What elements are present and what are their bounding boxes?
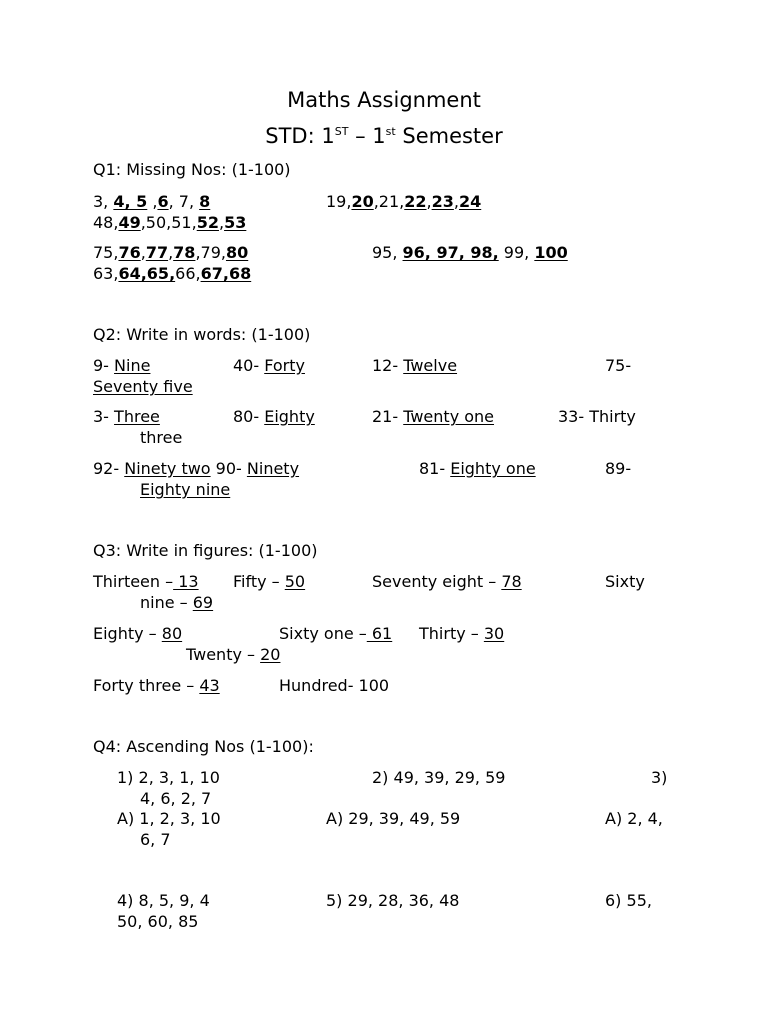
seq-text: , [140, 243, 146, 262]
q1-heading: Q1: Missing Nos: (1-100) [93, 160, 291, 179]
q3-item-wrap [140, 593, 213, 613]
q3-item [233, 572, 305, 592]
std-superscript: ST [334, 125, 349, 138]
item-answer: Forty [264, 356, 305, 375]
q3-item [93, 572, 199, 592]
item-number: 80- [233, 407, 265, 426]
item-answer: 13 [173, 572, 199, 591]
semester-superscript: st [385, 125, 396, 138]
q4-answer: A) 1, 2, 3, 10 [117, 809, 221, 828]
seq-answer: 100 [534, 243, 568, 262]
seq-answer: 23 [431, 192, 454, 211]
item-answer: Nine [114, 356, 151, 375]
semester-text: Semester [395, 124, 503, 148]
item-words: Seventy eight – [372, 572, 502, 591]
q4-problem: 1) 2, 3, 1, 10 [117, 768, 220, 787]
item-answer: Seventy five [93, 377, 193, 396]
q4-heading: Q4: Ascending Nos (1-100): [93, 737, 314, 756]
item-words: Fifty – [233, 572, 285, 591]
q2-item [233, 407, 315, 427]
seq-answer: 49 [118, 213, 141, 232]
seq-text: 3, [93, 192, 114, 211]
item-number: 90- [210, 459, 247, 478]
seq-text: 99, [498, 243, 535, 262]
q4-problem: 2) 49, 39, 29, 59 [372, 768, 506, 787]
seq-answer: 76 [118, 243, 141, 262]
q2-item-wrap [140, 480, 230, 500]
seq-answer: 96, 97, 98, [402, 243, 499, 262]
seq-text: 63, [93, 264, 119, 283]
seq-text: 19, [326, 192, 352, 211]
q3-heading: Q3: Write in figures: (1-100) [93, 541, 318, 560]
item-words: Sixty one – [279, 624, 367, 643]
item-answer: 50 [284, 572, 306, 591]
item-answer: 61 [366, 624, 393, 643]
q1-sequence-1 [93, 192, 210, 212]
q3-item [372, 572, 522, 592]
q4-problem: 5) 29, 28, 36, 48 [326, 891, 460, 910]
item-answer: Ninety [246, 459, 300, 478]
q3-item: Hundred- 100 [279, 676, 390, 695]
q4-answer: A) 2, 4, [605, 809, 663, 828]
item-answer: 20 [260, 645, 281, 664]
item-words: Forty three – [93, 676, 200, 695]
item-number: 12- [372, 356, 404, 375]
seq-text: 48, [93, 213, 119, 232]
q4-problem-wrap: 50, 60, 85 [117, 912, 199, 931]
q2-item [233, 356, 305, 376]
q2-item [372, 407, 494, 427]
seq-text: , [218, 213, 225, 232]
item-words: Thirty – [419, 624, 484, 643]
q4-problem: 4) 8, 5, 9, 4 [117, 891, 210, 910]
q4-problem: 3) [651, 768, 668, 787]
seq-answer: 67,68 [200, 264, 252, 283]
seq-answer: 78 [173, 243, 196, 262]
q3-item [279, 624, 392, 644]
item-answer: Eighty nine [140, 480, 231, 499]
q2-item [372, 356, 457, 376]
item-number: 3- [93, 407, 115, 426]
q1-sequence-2 [326, 192, 481, 212]
q2-heading: Q2: Write in words: (1-100) [93, 325, 311, 344]
item-words: nine – [140, 593, 193, 612]
q2-item-wrap: three [140, 428, 183, 447]
seq-text: 75, [93, 243, 119, 262]
item-answer: Twenty one [403, 407, 495, 426]
q4-problem-wrap: 4, 6, 2, 7 [140, 789, 212, 808]
q3-item: Sixty [605, 572, 645, 591]
item-answer: Ninety two [124, 459, 211, 478]
seq-text: , [168, 243, 174, 262]
seq-answer: 80 [225, 243, 249, 262]
seq-text: , [453, 192, 459, 211]
item-number: 9- [93, 356, 115, 375]
q3-item [93, 624, 182, 644]
seq-text: ,21, [373, 192, 405, 211]
page-subtitle [0, 123, 768, 149]
std-text: STD: 1 [265, 124, 335, 148]
item-words: Thirteen – [93, 572, 174, 591]
q3-item [93, 676, 220, 696]
seq-text: , [147, 192, 158, 211]
item-answer: 69 [192, 593, 214, 612]
item-number: 92- [93, 459, 125, 478]
seq-answer: 53 [224, 213, 247, 232]
item-answer: Eighty [264, 407, 315, 426]
item-words: Eighty – [93, 624, 162, 643]
seq-answer: 8 [199, 192, 211, 211]
seq-answer: 52 [196, 213, 219, 232]
q2-item [419, 459, 536, 479]
seq-answer: 6 [157, 192, 169, 211]
q4-problem: 6) 55, [605, 891, 652, 910]
q2-item [93, 459, 299, 479]
q2-item: 33- Thirty [558, 407, 636, 426]
q4-answer-wrap: 6, 7 [140, 830, 171, 849]
seq-text: 66, [175, 264, 201, 283]
seq-answer: 64,65, [118, 264, 176, 283]
seq-text: ,79, [195, 243, 226, 262]
q2-item-wrap [93, 377, 193, 397]
seq-text: ,50,51, [140, 213, 197, 232]
seq-answer: 77 [145, 243, 169, 262]
q2-item [93, 356, 150, 376]
q2-item [93, 407, 160, 427]
q1-sequence-5 [372, 243, 568, 263]
item-number: 21- [372, 407, 404, 426]
q1-sequence-3 [93, 213, 246, 233]
seq-text: 95, [372, 243, 403, 262]
item-number: 40- [233, 356, 265, 375]
item-answer: Eighty one [450, 459, 536, 478]
q1-sequence-4 [93, 243, 248, 263]
item-words: Twenty – [186, 645, 261, 664]
page-title: Maths Assignment [287, 88, 481, 112]
seq-answer: 20 [351, 192, 374, 211]
q3-item [419, 624, 504, 644]
q1-sequence-6 [93, 264, 251, 284]
seq-text: , 7, [168, 192, 200, 211]
q4-answer: A) 29, 39, 49, 59 [326, 809, 461, 828]
seq-answer: 4, 5 [113, 192, 148, 211]
semester-number: – 1 [348, 124, 386, 148]
seq-answer: 22 [404, 192, 427, 211]
item-answer: Three [114, 407, 160, 426]
q2-item: 89- [605, 459, 632, 478]
item-number: 81- [419, 459, 451, 478]
q2-item: 75- [605, 356, 632, 375]
item-answer: Twelve [403, 356, 458, 375]
q3-item-wrap [186, 645, 280, 665]
item-answer: 30 [483, 624, 505, 643]
item-answer: 78 [501, 572, 522, 591]
item-answer: 43 [199, 676, 220, 695]
seq-answer: 24 [458, 192, 482, 211]
item-answer: 80 [161, 624, 183, 643]
seq-text: , [426, 192, 432, 211]
